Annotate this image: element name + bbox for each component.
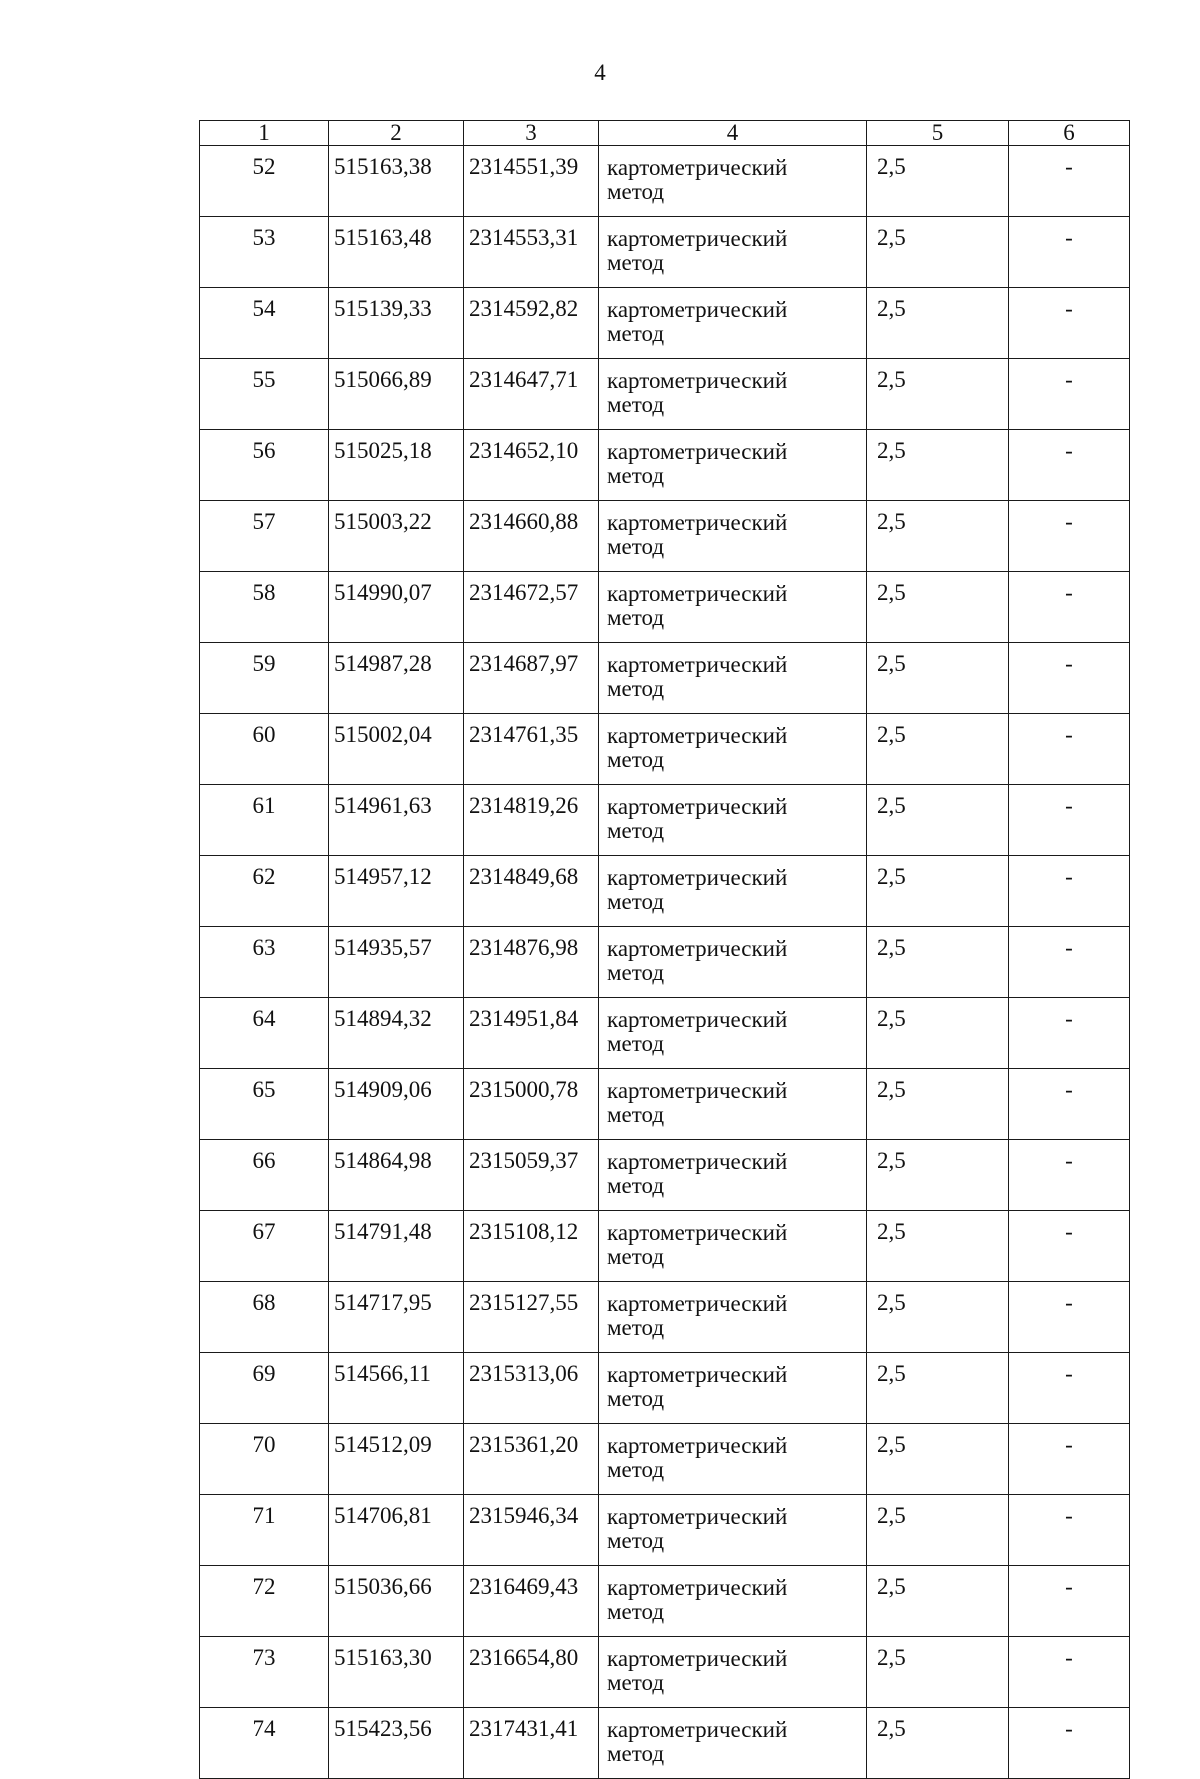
method-line-1: картометрический (607, 1362, 788, 1387)
method-line-1: картометрический (607, 1149, 788, 1174)
method-line-2: метод (607, 250, 665, 275)
method-cell (599, 572, 867, 643)
method-line-1: картометрический (607, 723, 788, 748)
method-line-1: картометрический (607, 865, 788, 890)
y-coordinate-cell: 2314652,10 (464, 430, 599, 501)
table-row (200, 430, 1130, 501)
y-coordinate-cell: 2314660,88 (464, 501, 599, 572)
y-coordinate-cell: 2314819,26 (464, 785, 599, 856)
y-coordinate-cell: 2315127,55 (464, 1282, 599, 1353)
x-coordinate-cell: 515066,89 (329, 359, 464, 430)
method-line-2: метод (607, 605, 665, 630)
point-number-cell: 56 (200, 430, 329, 501)
method-line-1: картометрический (607, 1504, 788, 1529)
point-number-cell: 74 (200, 1708, 329, 1779)
method-line-1: картометрический (607, 226, 788, 251)
table-row (200, 1069, 1130, 1140)
method-line-2: метод (607, 1031, 665, 1056)
point-number-cell: 61 (200, 785, 329, 856)
table-row (200, 1140, 1130, 1211)
method-line-2: метод (607, 321, 665, 346)
accuracy-cell: 2,5 (867, 501, 1009, 572)
x-coordinate-cell: 514957,12 (329, 856, 464, 927)
note-cell: - (1009, 1140, 1130, 1211)
y-coordinate-cell: 2316469,43 (464, 1566, 599, 1637)
y-coordinate-cell: 2314761,35 (464, 714, 599, 785)
point-number-cell: 65 (200, 1069, 329, 1140)
accuracy-cell: 2,5 (867, 927, 1009, 998)
header-col-2: 2 (329, 121, 464, 146)
x-coordinate-cell: 514909,06 (329, 1069, 464, 1140)
method-line-2: метод (607, 960, 665, 985)
note-cell: - (1009, 288, 1130, 359)
table-row (200, 1424, 1130, 1495)
method-cell (599, 998, 867, 1069)
y-coordinate-cell: 2314553,31 (464, 217, 599, 288)
x-coordinate-cell: 514717,95 (329, 1282, 464, 1353)
accuracy-cell: 2,5 (867, 430, 1009, 501)
method-line-2: метод (607, 818, 665, 843)
accuracy-cell: 2,5 (867, 288, 1009, 359)
x-coordinate-cell: 514791,48 (329, 1211, 464, 1282)
method-cell (599, 1211, 867, 1282)
y-coordinate-cell: 2314951,84 (464, 998, 599, 1069)
y-coordinate-cell: 2314551,39 (464, 146, 599, 217)
method-line-2: метод (607, 676, 665, 701)
table-row (200, 146, 1130, 217)
x-coordinate-cell: 515036,66 (329, 1566, 464, 1637)
x-coordinate-cell: 514894,32 (329, 998, 464, 1069)
point-number-cell: 55 (200, 359, 329, 430)
y-coordinate-cell: 2315361,20 (464, 1424, 599, 1495)
accuracy-cell: 2,5 (867, 856, 1009, 927)
accuracy-cell: 2,5 (867, 1566, 1009, 1637)
note-cell: - (1009, 501, 1130, 572)
method-line-1: картометрический (607, 652, 788, 677)
accuracy-cell: 2,5 (867, 1495, 1009, 1566)
y-coordinate-cell: 2315059,37 (464, 1140, 599, 1211)
point-number-cell: 63 (200, 927, 329, 998)
x-coordinate-cell: 514961,63 (329, 785, 464, 856)
method-cell (599, 1140, 867, 1211)
point-number-cell: 66 (200, 1140, 329, 1211)
note-cell: - (1009, 714, 1130, 785)
header-col-1: 1 (200, 121, 329, 146)
method-cell (599, 1566, 867, 1637)
x-coordinate-cell: 515163,38 (329, 146, 464, 217)
method-cell (599, 643, 867, 714)
y-coordinate-cell: 2316654,80 (464, 1637, 599, 1708)
table-row (200, 785, 1130, 856)
header-col-4: 4 (599, 121, 867, 146)
accuracy-cell: 2,5 (867, 146, 1009, 217)
accuracy-cell: 2,5 (867, 1708, 1009, 1779)
method-line-1: картометрический (607, 1007, 788, 1032)
note-cell: - (1009, 785, 1130, 856)
method-line-1: картометрический (607, 439, 788, 464)
accuracy-cell: 2,5 (867, 1637, 1009, 1708)
coordinates-table (199, 120, 1130, 1779)
method-cell (599, 1282, 867, 1353)
note-cell: - (1009, 927, 1130, 998)
x-coordinate-cell: 515025,18 (329, 430, 464, 501)
note-cell: - (1009, 1637, 1130, 1708)
method-cell (599, 1424, 867, 1495)
table-row (200, 1282, 1130, 1353)
point-number-cell: 52 (200, 146, 329, 217)
accuracy-cell: 2,5 (867, 572, 1009, 643)
method-line-2: метод (607, 889, 665, 914)
point-number-cell: 71 (200, 1495, 329, 1566)
method-line-1: картометрический (607, 1220, 788, 1245)
method-line-2: метод (607, 534, 665, 559)
method-line-2: метод (607, 1315, 665, 1340)
table-row (200, 1566, 1130, 1637)
note-cell: - (1009, 643, 1130, 714)
method-line-1: картометрический (607, 1575, 788, 1600)
table-row (200, 288, 1130, 359)
method-line-2: метод (607, 1670, 665, 1695)
accuracy-cell: 2,5 (867, 1353, 1009, 1424)
method-line-1: картометрический (607, 1433, 788, 1458)
point-number-cell: 62 (200, 856, 329, 927)
accuracy-cell: 2,5 (867, 714, 1009, 785)
method-line-1: картометрический (607, 1078, 788, 1103)
x-coordinate-cell: 515163,48 (329, 217, 464, 288)
note-cell: - (1009, 430, 1130, 501)
method-line-2: метод (607, 1528, 665, 1553)
method-line-1: картометрический (607, 581, 788, 606)
note-cell: - (1009, 359, 1130, 430)
table-row (200, 1353, 1130, 1424)
point-number-cell: 58 (200, 572, 329, 643)
x-coordinate-cell: 515163,30 (329, 1637, 464, 1708)
accuracy-cell: 2,5 (867, 1424, 1009, 1495)
table-row (200, 359, 1130, 430)
x-coordinate-cell: 514706,81 (329, 1495, 464, 1566)
header-col-3: 3 (464, 121, 599, 146)
accuracy-cell: 2,5 (867, 643, 1009, 714)
point-number-cell: 67 (200, 1211, 329, 1282)
table-row (200, 572, 1130, 643)
method-cell (599, 1637, 867, 1708)
accuracy-cell: 2,5 (867, 359, 1009, 430)
accuracy-cell: 2,5 (867, 1069, 1009, 1140)
method-line-1: картометрический (607, 1291, 788, 1316)
header-col-6: 6 (1009, 121, 1130, 146)
y-coordinate-cell: 2314687,97 (464, 643, 599, 714)
header-col-5: 5 (867, 121, 1009, 146)
y-coordinate-cell: 2314672,57 (464, 572, 599, 643)
method-cell (599, 217, 867, 288)
note-cell: - (1009, 998, 1130, 1069)
method-line-1: картометрический (607, 510, 788, 535)
table-body (200, 146, 1130, 1779)
table-row (200, 714, 1130, 785)
method-cell (599, 501, 867, 572)
point-number-cell: 54 (200, 288, 329, 359)
method-line-2: метод (607, 1599, 665, 1624)
point-number-cell: 68 (200, 1282, 329, 1353)
y-coordinate-cell: 2317431,41 (464, 1708, 599, 1779)
method-cell (599, 359, 867, 430)
method-line-1: картометрический (607, 297, 788, 322)
y-coordinate-cell: 2314647,71 (464, 359, 599, 430)
method-line-2: метод (607, 1102, 665, 1127)
method-cell (599, 288, 867, 359)
table-row (200, 1637, 1130, 1708)
method-line-2: метод (607, 1457, 665, 1482)
method-line-1: картометрический (607, 794, 788, 819)
method-line-1: картометрический (607, 936, 788, 961)
note-cell: - (1009, 1282, 1130, 1353)
method-cell (599, 1353, 867, 1424)
x-coordinate-cell: 514935,57 (329, 927, 464, 998)
note-cell: - (1009, 1211, 1130, 1282)
y-coordinate-cell: 2315313,06 (464, 1353, 599, 1424)
table-row (200, 927, 1130, 998)
table-row (200, 998, 1130, 1069)
note-cell: - (1009, 856, 1130, 927)
table-row (200, 217, 1130, 288)
method-line-1: картометрический (607, 368, 788, 393)
note-cell: - (1009, 572, 1130, 643)
method-line-2: метод (607, 1244, 665, 1269)
method-cell (599, 1708, 867, 1779)
method-line-2: метод (607, 1741, 665, 1766)
note-cell: - (1009, 1708, 1130, 1779)
point-number-cell: 73 (200, 1637, 329, 1708)
x-coordinate-cell: 515003,22 (329, 501, 464, 572)
method-cell (599, 146, 867, 217)
table-row (200, 856, 1130, 927)
y-coordinate-cell: 2314876,98 (464, 927, 599, 998)
x-coordinate-cell: 514512,09 (329, 1424, 464, 1495)
accuracy-cell: 2,5 (867, 1282, 1009, 1353)
method-cell (599, 1069, 867, 1140)
method-cell (599, 714, 867, 785)
accuracy-cell: 2,5 (867, 217, 1009, 288)
note-cell: - (1009, 217, 1130, 288)
y-coordinate-cell: 2315108,12 (464, 1211, 599, 1282)
method-cell (599, 785, 867, 856)
x-coordinate-cell: 514864,98 (329, 1140, 464, 1211)
point-number-cell: 60 (200, 714, 329, 785)
method-line-2: метод (607, 1173, 665, 1198)
method-line-1: картометрический (607, 155, 788, 180)
note-cell: - (1009, 1424, 1130, 1495)
point-number-cell: 57 (200, 501, 329, 572)
point-number-cell: 70 (200, 1424, 329, 1495)
note-cell: - (1009, 146, 1130, 217)
y-coordinate-cell: 2314592,82 (464, 288, 599, 359)
table-row (200, 501, 1130, 572)
point-number-cell: 59 (200, 643, 329, 714)
x-coordinate-cell: 514566,11 (329, 1353, 464, 1424)
method-line-2: метод (607, 179, 665, 204)
method-cell (599, 1495, 867, 1566)
table-row (200, 1495, 1130, 1566)
point-number-cell: 72 (200, 1566, 329, 1637)
method-cell (599, 430, 867, 501)
method-line-2: метод (607, 747, 665, 772)
y-coordinate-cell: 2315000,78 (464, 1069, 599, 1140)
method-line-2: метод (607, 463, 665, 488)
y-coordinate-cell: 2314849,68 (464, 856, 599, 927)
accuracy-cell: 2,5 (867, 1211, 1009, 1282)
method-line-2: метод (607, 392, 665, 417)
method-cell (599, 927, 867, 998)
point-number-cell: 69 (200, 1353, 329, 1424)
accuracy-cell: 2,5 (867, 1140, 1009, 1211)
accuracy-cell: 2,5 (867, 998, 1009, 1069)
table-row (200, 1211, 1130, 1282)
table-row (200, 643, 1130, 714)
method-cell (599, 856, 867, 927)
accuracy-cell: 2,5 (867, 785, 1009, 856)
note-cell: - (1009, 1495, 1130, 1566)
note-cell: - (1009, 1069, 1130, 1140)
method-line-2: метод (607, 1386, 665, 1411)
note-cell: - (1009, 1566, 1130, 1637)
x-coordinate-cell: 515139,33 (329, 288, 464, 359)
header-row (200, 121, 1130, 146)
x-coordinate-cell: 514990,07 (329, 572, 464, 643)
page-number: 4 (594, 60, 606, 85)
y-coordinate-cell: 2315946,34 (464, 1495, 599, 1566)
point-number-cell: 64 (200, 998, 329, 1069)
table-row (200, 1708, 1130, 1779)
note-cell: - (1009, 1353, 1130, 1424)
x-coordinate-cell: 514987,28 (329, 643, 464, 714)
method-line-1: картометрический (607, 1717, 788, 1742)
x-coordinate-cell: 515423,56 (329, 1708, 464, 1779)
x-coordinate-cell: 515002,04 (329, 714, 464, 785)
method-line-1: картометрический (607, 1646, 788, 1671)
point-number-cell: 53 (200, 217, 329, 288)
